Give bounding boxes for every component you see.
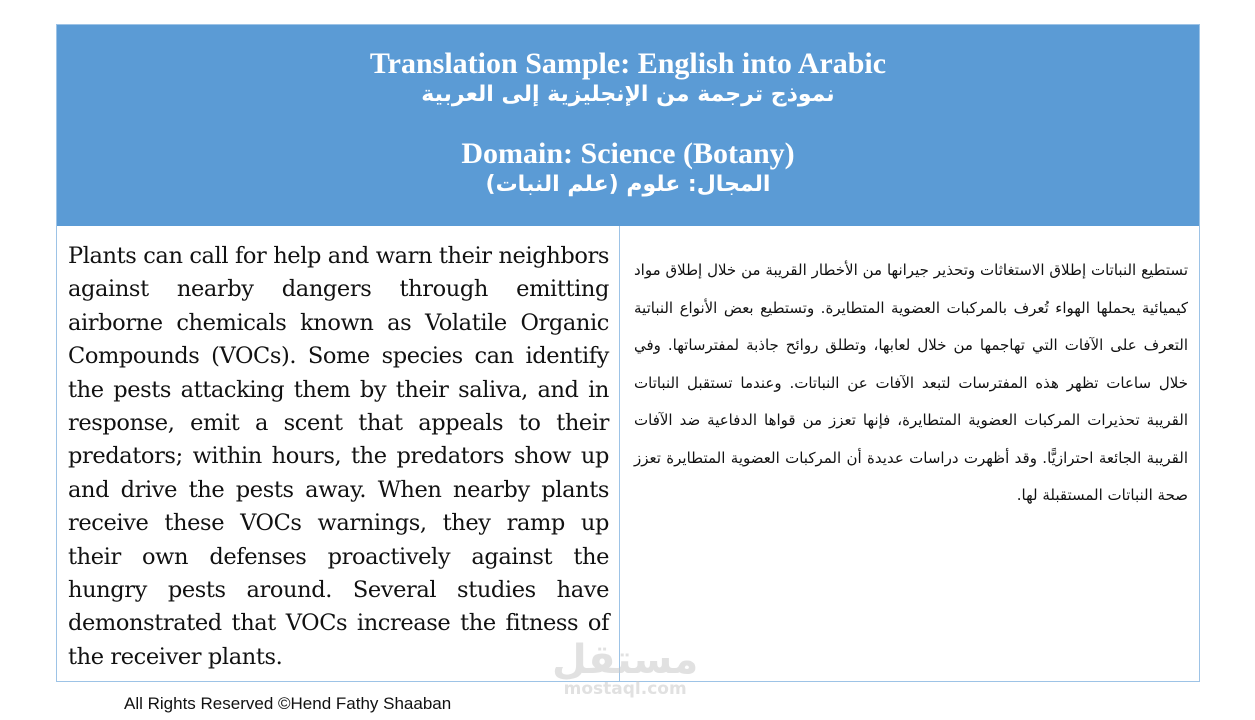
watermark-latin: mostaql.com	[563, 679, 687, 699]
copyright-footer: All Rights Reserved ©Hend Fathy Shaaban	[124, 694, 452, 713]
english-source-text: Plants can call for help and warn their neighbors against nearby dangers through emitting airborne chemicals known as Volatile Organic Compounds (VOCs). Some species can identify the pests attacking them by their saliva, and in response, emit a scent that appeals to their predators; within hours, the predators show up and drive the pests away. When nearby plants receive these VOCs warnings, they ramp up their own defenses proactively against the hungry pests around. Several studies have demonstrated that VOCs increase the fitness of the receiver plants.	[68, 243, 609, 670]
mostaql-watermark	[552, 637, 699, 699]
title-english: Translation Sample: English into Arabic	[369, 47, 887, 80]
watermark-arabic: مستقل	[552, 637, 699, 683]
domain-arabic: المجال: علوم (علم النبات)	[485, 172, 771, 197]
arabic-column	[620, 226, 1200, 682]
header-banner	[57, 25, 1199, 226]
domain-english: Domain: Science (Botany)	[461, 137, 795, 170]
arabic-translation-text: تستطيع النباتات إطلاق الاستغاثات وتحذير جيرانها من الأخطار القريبة من خلال إطلاق مواد كيميائية يحملها الهواء تُعرف بالمركبات العضوية المتطايرة. وتستطيع بعض الأنواع النباتية التعرف على الآفات التي تهاجمها من خلال لعابها، وتطلق روائح جاذبة لمفترساتها. وفي خلال ساعات تظهر هذه المفترسات لتبعد الآفات عن النباتات. وعندما تستقبل النباتات القريبة تحذيرات المركبات العضوية المتطايرة، فإنها تعزز من قواها الدفاعية ضد الآفات القريبة الجائعة احترازيًّا. وقد أظهرت دراسات عديدة أن المركبات العضوية المتطايرة تعزز صحة النباتات المستقبلة لها.	[634, 261, 1188, 504]
translation-sample-sheet	[56, 24, 1200, 682]
english-column	[57, 226, 620, 682]
title-arabic: نموذج ترجمة من الإنجليزية إلى العربية	[421, 82, 835, 107]
